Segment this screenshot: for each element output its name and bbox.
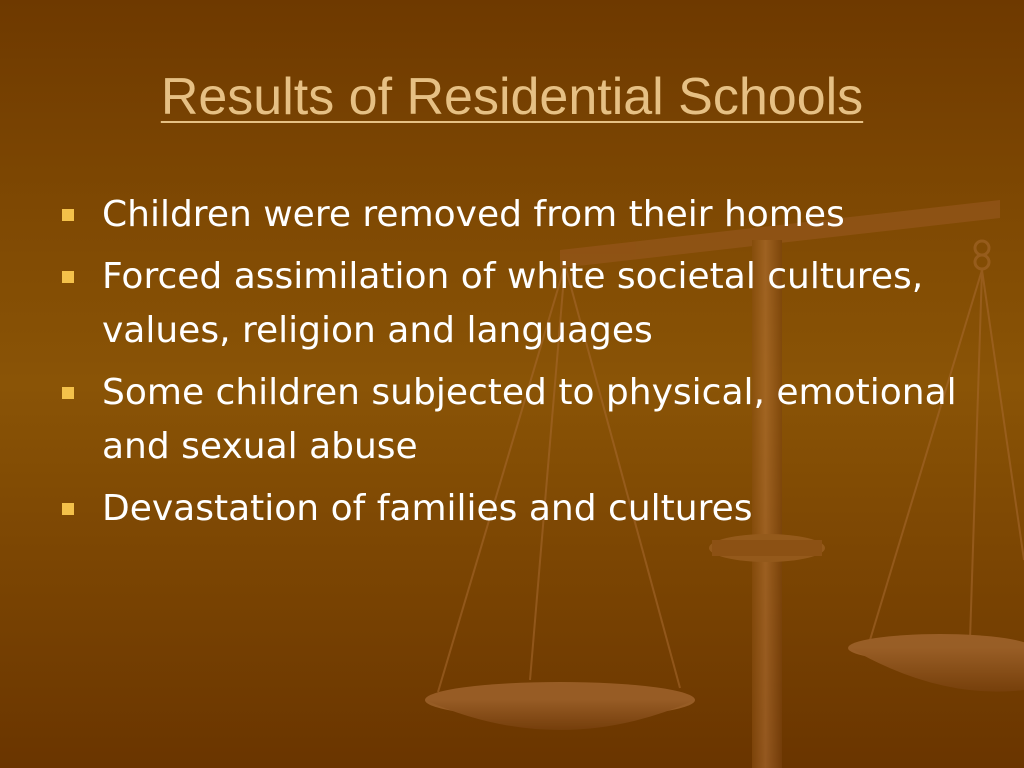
square-bullet-icon	[62, 387, 74, 399]
bullet-item	[60, 482, 960, 536]
square-bullet-icon	[62, 209, 74, 221]
bullet-list	[60, 188, 960, 544]
slide-title-text: Results of Residential Schools	[160, 68, 864, 126]
square-bullet-icon	[62, 503, 74, 515]
bullet-item	[60, 250, 960, 358]
bullet-item	[60, 188, 960, 242]
bullet-text: Devastation of families and cultures	[102, 488, 753, 529]
bullet-text: Some children subjected to physical, emotional and sexual abuse	[102, 372, 957, 467]
bullet-text: Children were removed from their homes	[102, 194, 845, 235]
slide-title	[0, 62, 1024, 132]
bullet-text: Forced assimilation of white societal cultures, values, religion and languages	[102, 256, 924, 351]
square-bullet-icon	[62, 271, 74, 283]
bullet-item	[60, 366, 960, 474]
